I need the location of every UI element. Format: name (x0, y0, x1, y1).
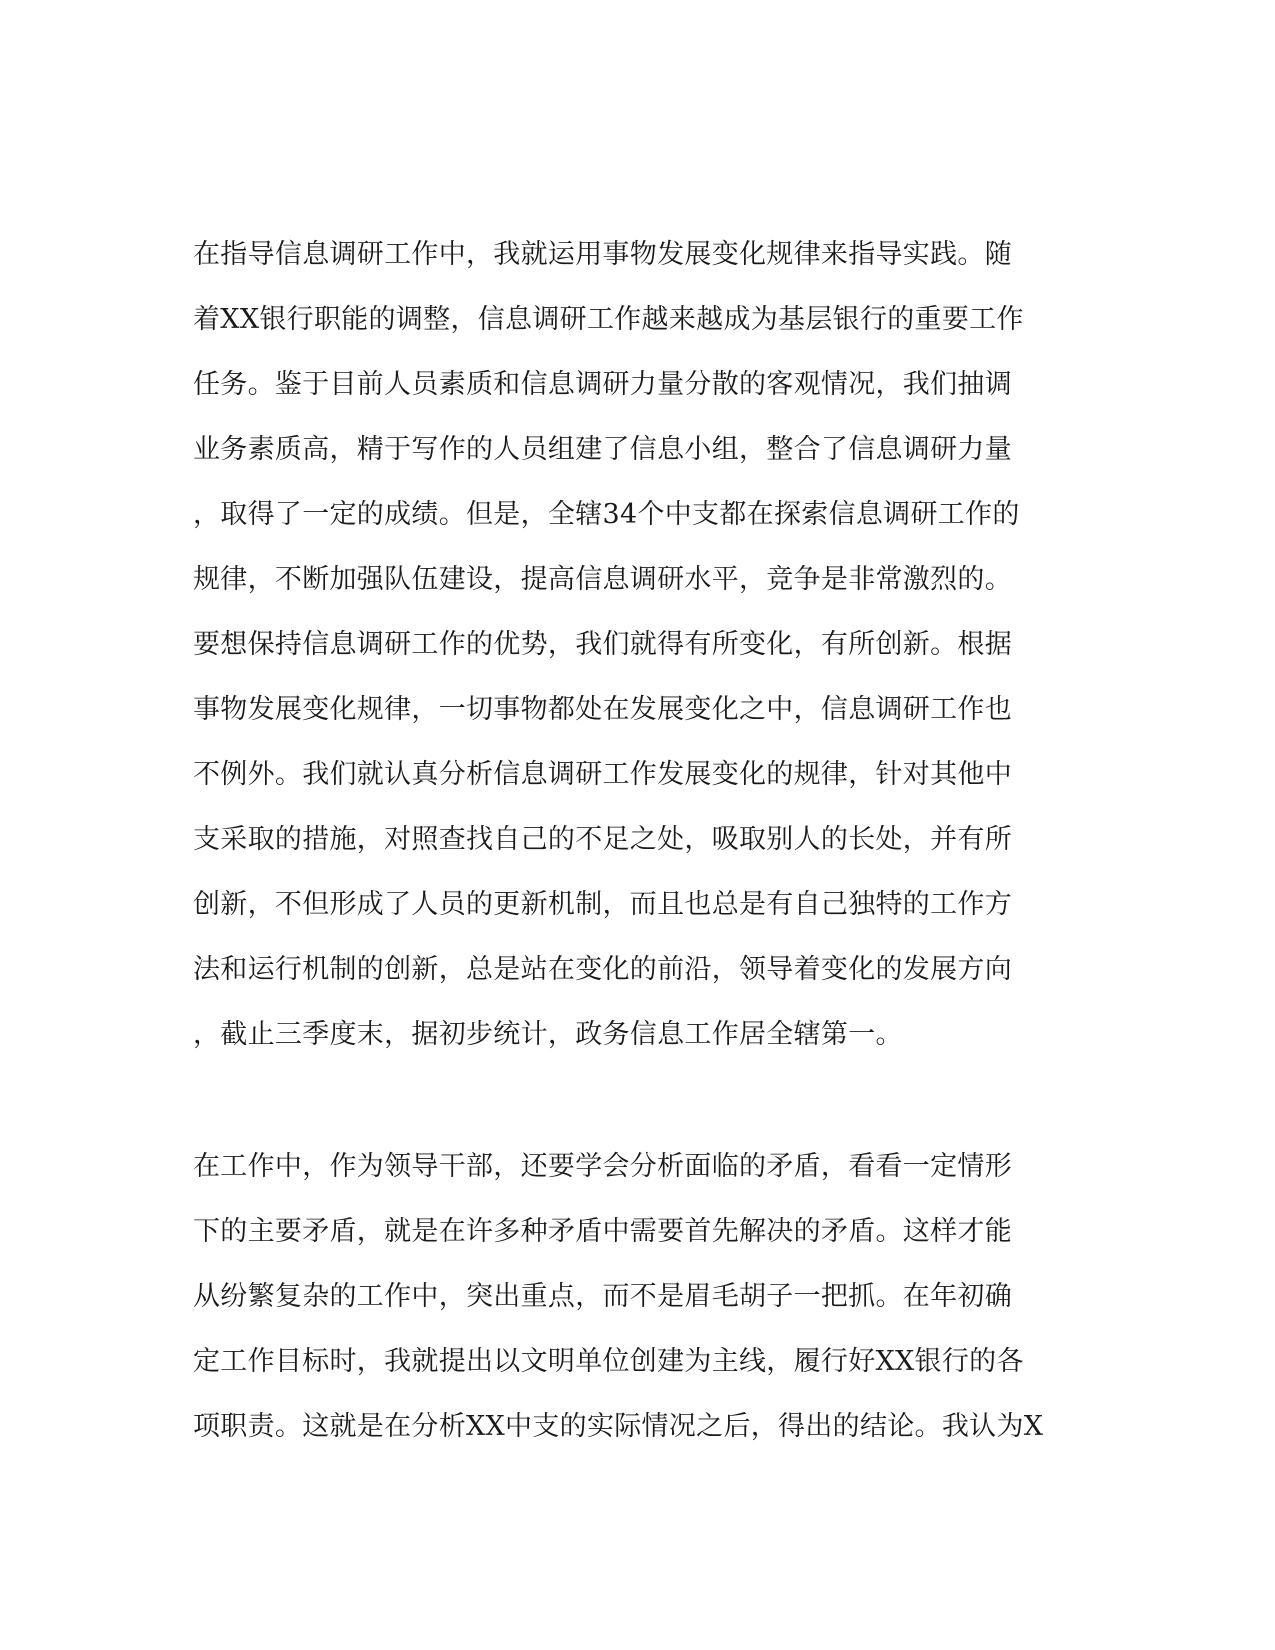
text-line: 项职责。这就是在分析XX中支的实际情况之后，得出的结论。我认为X (193, 1411, 1044, 1442)
paragraph-2 (193, 1134, 1073, 1459)
text-line: 要想保持信息调研工作的优势，我们就得有所变化，有所创新。根据 (193, 629, 1012, 660)
text-line: 事物发展变化规律，一切事物都处在发展变化之中，信息调研工作也 (193, 694, 1012, 725)
text-line: 不例外。我们就认真分析信息调研工作发展变化的规律，针对其他中 (193, 759, 1012, 790)
text-line: 规律，不断加强队伍建设，提高信息调研水平，竞争是非常激烈的。 (193, 564, 1012, 595)
text-line: 创新，不但形成了人员的更新机制，而且也总是有自己独特的工作方 (193, 889, 1012, 920)
text-line: 定工作目标时，我就提出以文明单位创建为主线，履行好XX银行的各 (193, 1346, 1024, 1377)
text-line: 支采取的措施，对照查找自己的不足之处，吸取别人的长处，并有所 (193, 824, 1012, 855)
text-line: 下的主要矛盾，就是在许多种矛盾中需要首先解决的矛盾。这样才能 (193, 1216, 1012, 1247)
text-line: 从纷繁复杂的工作中，突出重点，而不是眉毛胡子一把抓。在年初确 (193, 1281, 1012, 1312)
text-line: 任务。鉴于目前人员素质和信息调研力量分散的客观情况，我们抽调 (193, 369, 1012, 400)
text-line: ，取得了一定的成绩。但是，全辖34个中支都在探索信息调研工作的 (193, 499, 1020, 530)
text-line: 在工作中，作为领导干部，还要学会分析面临的矛盾，看看一定情形 (193, 1151, 1012, 1182)
text-line: 法和运行机制的创新，总是站在变化的前沿，领导着变化的发展方向 (193, 954, 1012, 985)
text-line: 业务素质高，精于写作的人员组建了信息小组，整合了信息调研力量 (193, 434, 1012, 465)
paragraph-1 (193, 222, 1073, 1067)
text-line: 着XX银行职能的调整，信息调研工作越来越成为基层银行的重要工作 (193, 304, 1024, 335)
text-line: ，截止三季度末，据初步统计，政务信息工作居全辖第一。 (193, 1019, 903, 1050)
text-line: 在指导信息调研工作中，我就运用事物发展变化规律来指导实践。随 (193, 239, 1012, 270)
